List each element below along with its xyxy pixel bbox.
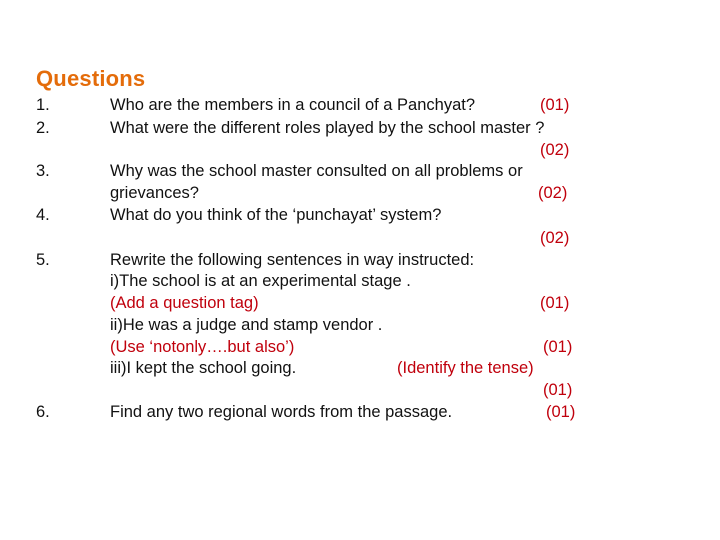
marks-label: (01): [540, 294, 570, 312]
question-number: 2.: [36, 119, 50, 137]
question-2: [0, 117, 720, 139]
sentence-text: iii)I kept the school going.: [110, 359, 297, 377]
question-text: Who are the members in a council of a Panchyat?: [110, 96, 476, 114]
marks-label: (02): [540, 229, 570, 247]
question-text: What do you think of the ‘punchayat’ system?: [110, 206, 442, 224]
marks-label: (01): [540, 96, 570, 114]
instruction-text: (Use ‘notonly….but also’): [110, 338, 295, 356]
question-text: grievances?: [110, 184, 199, 202]
question-3-continued: [0, 182, 720, 204]
question-6: [0, 401, 720, 423]
question-5-part-2: [0, 314, 720, 336]
question-text: What were the different roles played by the school master ?: [110, 119, 545, 137]
marks-label: (01): [543, 338, 573, 356]
question-5: [0, 249, 720, 271]
questions-heading: Questions: [36, 66, 146, 91]
question-5-part-3: [0, 357, 720, 379]
marks-label: (01): [543, 381, 573, 399]
question-5-part-3-marks-line: [0, 379, 720, 401]
question-text: Why was the school master consulted on all problems or: [110, 162, 523, 180]
marks-label: (02): [538, 184, 568, 202]
question-5-part-1: [0, 270, 720, 292]
question-number: 5.: [36, 251, 50, 269]
question-4: [0, 204, 720, 226]
question-instruction: Rewrite the following sentences in way instructed:: [110, 251, 475, 269]
question-number: 4.: [36, 206, 50, 224]
question-1: [0, 94, 720, 116]
sentence-text: i)The school is at an experimental stage .: [110, 272, 411, 290]
instruction-text: (Identify the tense): [397, 359, 534, 377]
instruction-text: (Add a question tag): [110, 294, 259, 312]
question-5-part-2-instruction: [0, 336, 720, 358]
question-4-marks-line: [0, 227, 720, 249]
marks-label: (01): [546, 403, 576, 421]
sentence-text: ii)He was a judge and stamp vendor .: [110, 316, 383, 334]
question-3: [0, 160, 720, 182]
question-number: 6.: [36, 403, 50, 421]
question-text: Find any two regional words from the passage.: [110, 403, 453, 421]
question-number: 1.: [36, 96, 50, 114]
question-5-part-1-instruction: [0, 292, 720, 314]
question-2-marks-line: [0, 139, 720, 161]
marks-label: (02): [540, 141, 570, 159]
question-number: 3.: [36, 162, 50, 180]
